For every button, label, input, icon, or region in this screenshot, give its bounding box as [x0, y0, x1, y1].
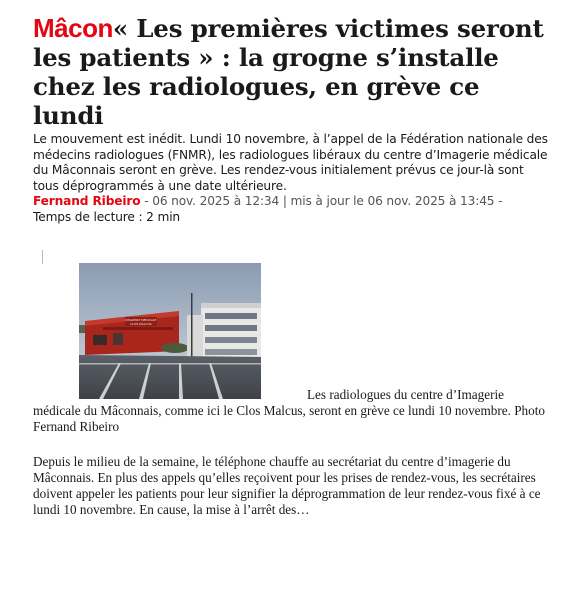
- text-cursor-divider: [42, 250, 43, 264]
- photo-sign-line1: IMAGERIE MÉDICALE: [125, 318, 157, 322]
- article: [33, 13, 548, 517]
- author-link[interactable]: Fernand Ribeiro: [33, 194, 141, 208]
- photo-caption: [33, 387, 548, 435]
- article-photo[interactable]: [79, 263, 261, 399]
- article-body: Depuis le milieu de la semaine, le téléphone chauffe au secrétariat du centre d’imagerie du Mâconnais. En plus des appels qu’elles reçoivent pour les prises de rendez-vous, les secrétaires doivent appeler les patients pour leur signifier la déprogrammation de leur rendez-vous fixé à ce lundi 10 novembre. En cause, la mise à l’arrêt des…: [33, 454, 541, 517]
- caption-text: Les radiologues du centre d’Imagerie médicale du Mâconnais, comme ici le Clos Malcus, seront en grève ce lundi 10 novembre. Photo Fernand Ribeiro: [33, 387, 545, 434]
- section-kicker[interactable]: Mâcon: [33, 13, 113, 43]
- photo-sign-line2: CLOS MALCUS: [130, 322, 152, 326]
- headline-text: « Les premières victimes seront les patients » : la grogne s’installe chez les radiologues, en grève ce lundi: [33, 14, 544, 130]
- publish-dates: - 06 nov. 2025 à 12:34 | mis à jour le 06 nov. 2025 à 13:45 -: [140, 194, 503, 208]
- reading-time: Temps de lecture : 2 min: [33, 209, 181, 224]
- article-headline: [33, 14, 548, 130]
- photo-illustration: [79, 263, 261, 399]
- byline: [33, 194, 548, 225]
- article-lede: Le mouvement est inédit. Lundi 10 novembre, à l’appel de la Fédération nationale des médecins radiologues (FNMR), les radiologues libéraux du centre d’Imagerie médicale du Mâconnais seront en grève. Les rendez-vous initialement prévus ce jour-là sont tous déprogrammés à une date ultérieure.: [33, 132, 548, 193]
